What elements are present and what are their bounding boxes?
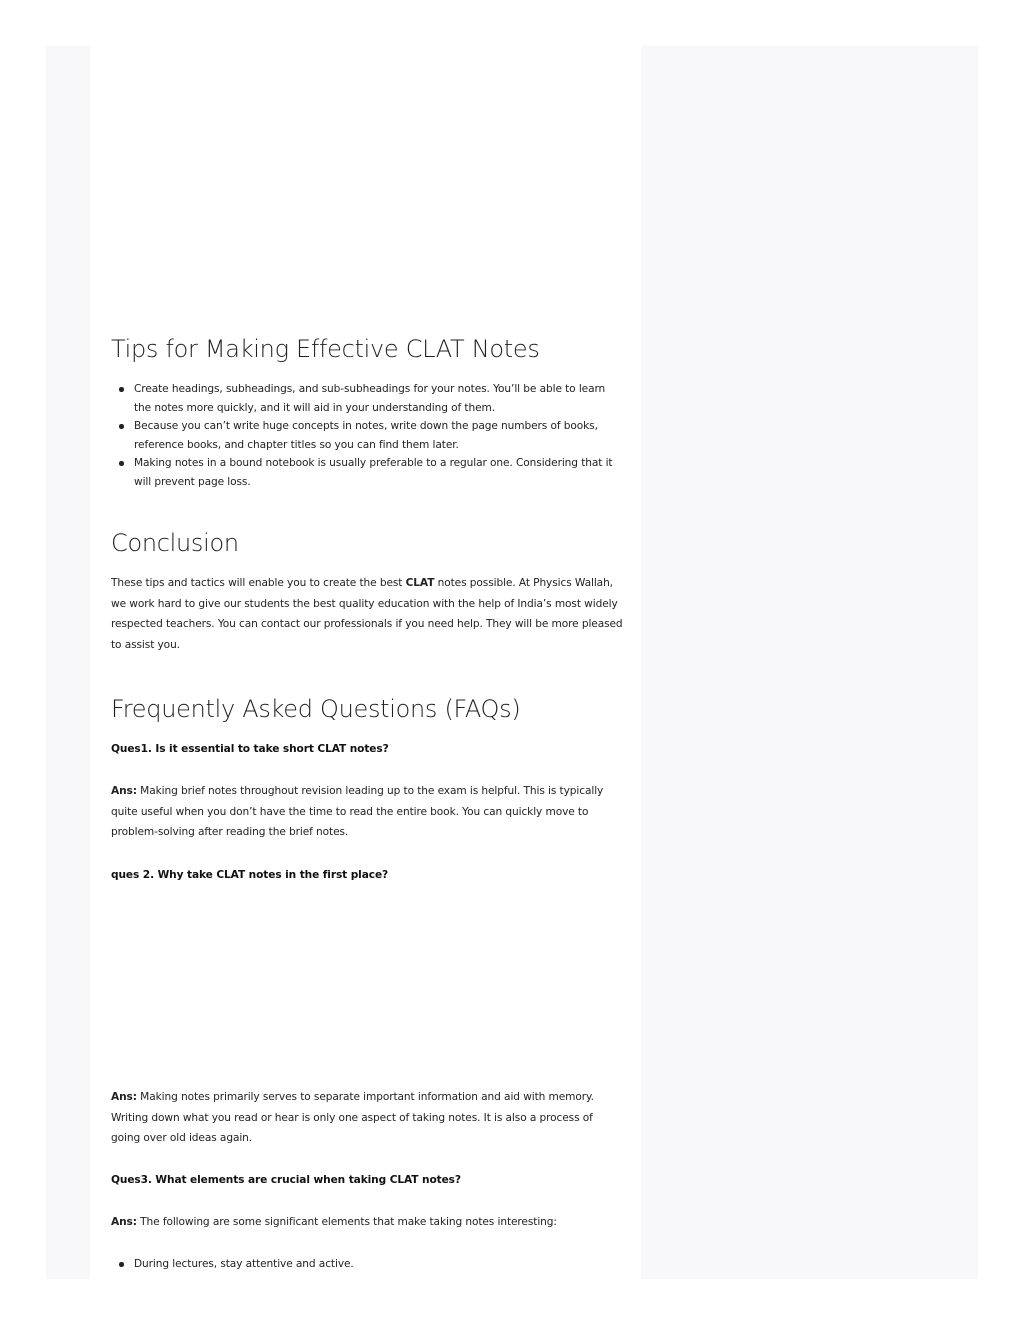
faq-question-2: ques 2. Why take CLAT notes in the first place? bbox=[111, 869, 389, 881]
faq-answer-2 bbox=[111, 1087, 623, 1149]
article-content bbox=[90, 46, 641, 1279]
faq-question-1: Ques1. Is it essential to take short CLAT notes? bbox=[111, 743, 389, 755]
answer-text: The following are some significant elements that make taking notes interesting: bbox=[136, 1216, 557, 1228]
tips-heading: Tips for Making Effective CLAT Notes bbox=[111, 335, 540, 363]
faq-list-item: During lectures, stay attentive and active. bbox=[111, 1255, 623, 1274]
blank-content-area bbox=[111, 896, 621, 1076]
conclusion-text: These tips and tactics will enable you to create the best bbox=[111, 577, 406, 589]
ans-label: Ans: bbox=[111, 1216, 137, 1228]
ans-label: Ans: bbox=[111, 785, 137, 797]
clat-bold: CLAT bbox=[405, 577, 435, 589]
blank-content-area bbox=[111, 46, 621, 326]
conclusion-heading: Conclusion bbox=[111, 529, 239, 557]
faq-elements-list bbox=[111, 1255, 623, 1274]
conclusion-paragraph bbox=[111, 573, 623, 655]
answer-text: Making notes primarily serves to separate important information and aid with memory. Writing down what you read or hear is only one aspect of taking notes. It is also a process of going over old ideas again. bbox=[111, 1091, 594, 1144]
faqs-heading: Frequently Asked Questions (FAQs) bbox=[111, 695, 521, 723]
tips-list-item: Because you can’t write huge concepts in notes, write down the page numbers of books, reference books, and chapter titles so you can find them later. bbox=[111, 417, 623, 454]
faq-answer-3 bbox=[111, 1212, 623, 1233]
tips-list-item: Making notes in a bound notebook is usually preferable to a regular one. Considering that it will prevent page loss. bbox=[111, 454, 623, 491]
left-gutter bbox=[46, 46, 90, 1279]
faq-question-3: Ques3. What elements are crucial when taking CLAT notes? bbox=[111, 1174, 461, 1186]
sidebar-panel bbox=[641, 46, 978, 1279]
conclusion-text: notes possible. At Physics Wallah, we work hard to give our students the best quality education with the help of India’s most widely respected teachers. You can contact our professionals if you need help. They will be more pleased to assist you. bbox=[111, 577, 623, 651]
tips-list-item: Create headings, subheadings, and sub-subheadings for your notes. You’ll be able to learn the notes more quickly, and it will aid in your understanding of them. bbox=[111, 380, 623, 417]
ans-label: Ans: bbox=[111, 1091, 137, 1103]
answer-text: Making brief notes throughout revision leading up to the exam is helpful. This is typically quite useful when you don’t have the time to read the entire book. You can quickly move to problem-solving after reading the brief notes. bbox=[111, 785, 604, 838]
faq-answer-1 bbox=[111, 781, 623, 843]
tips-list bbox=[111, 380, 623, 491]
